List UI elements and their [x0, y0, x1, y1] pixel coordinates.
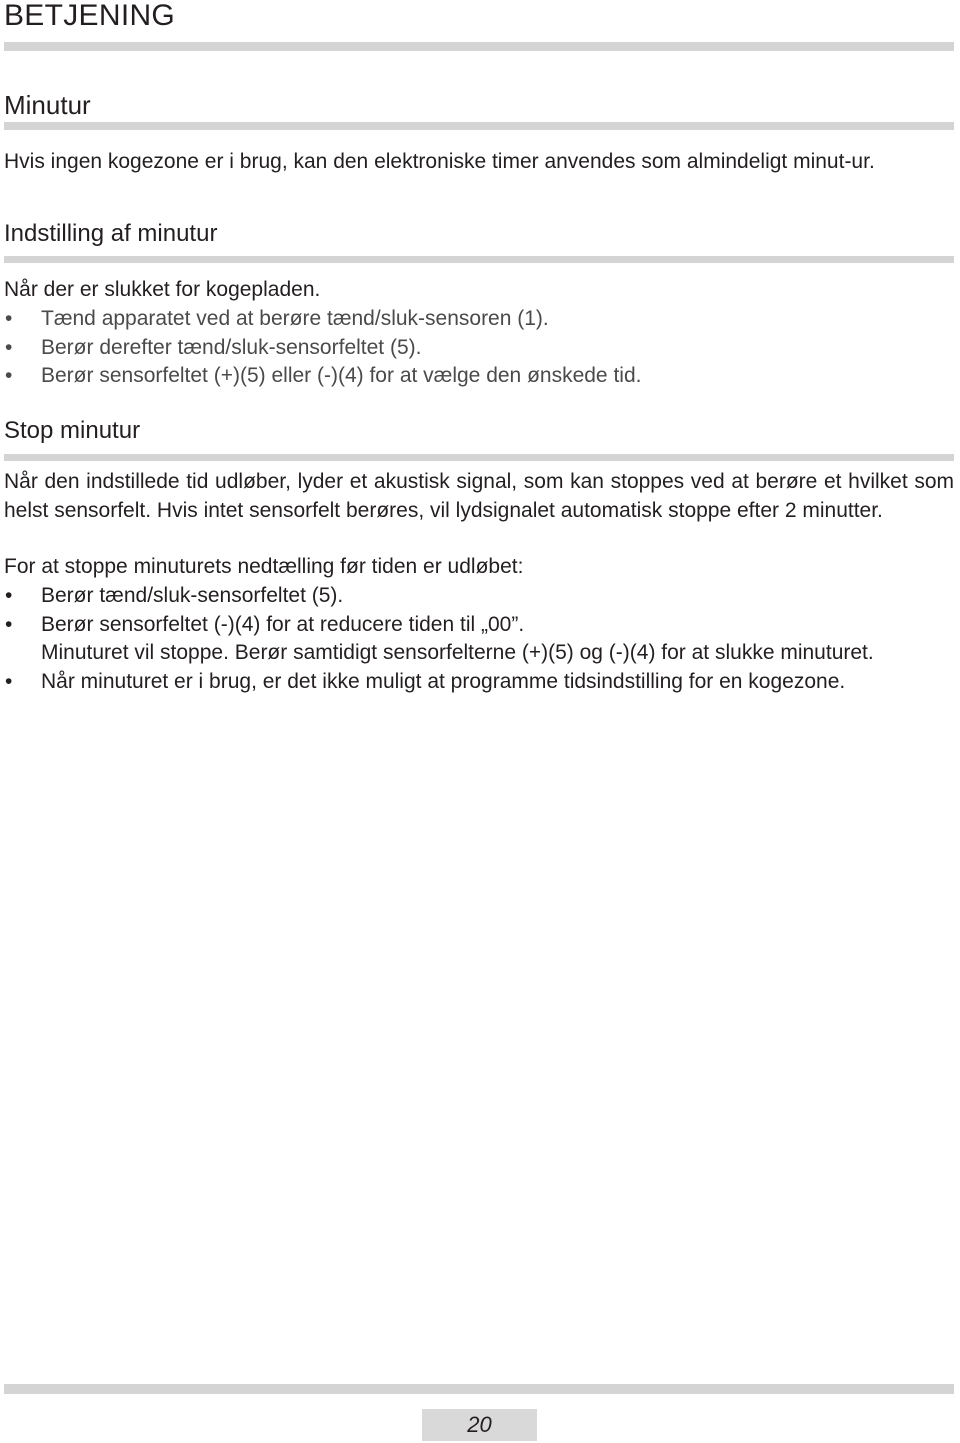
bullet-icon: •: [5, 307, 13, 330]
section-heading-minutur: Minutur: [4, 90, 91, 120]
subheading-setting: Indstilling af minutur: [4, 220, 218, 247]
list-item: • Berør sensorfeltet (-)(4) for at reducere tiden til „00”.: [4, 611, 956, 640]
list-item: • Når minuturet er i brug, er det ikke muligt at programme tidsindstilling for en kogezone.: [4, 668, 956, 697]
bullet-icon: •: [5, 669, 13, 693]
stop-paragraph: Når den indstillede tid udløber, lyder et akustisk signal, som kan stoppes ved at berøre et hvilket som helst sensorfelt. Hvis intet sensorfelt berøres, vil lydsignalet automatisk stoppe efter 2 minutter.: [4, 470, 954, 522]
subheading-stop: Stop minutur: [4, 417, 141, 444]
footer-divider: [4, 1384, 954, 1394]
bullet-icon: •: [5, 335, 13, 359]
intro-paragraph: Hvis ingen kogezone er i brug, kan den elektroniske timer anvendes som almindeligt minut-ur.: [4, 150, 875, 173]
page-number: 20: [422, 1409, 537, 1441]
bullet-icon: •: [5, 584, 13, 607]
setting-lead: Når der er slukket for kogepladen.: [4, 278, 321, 301]
stop-lead: For at stoppe minuturets nedtælling før tiden er udløbet:: [4, 555, 524, 578]
section-divider: [4, 122, 954, 130]
stop-steps-list: [4, 582, 956, 696]
list-item: Minuturet vil stoppe. Berør samtidigt sensorfelterne (+)(5) og (-)(4) for at slukke minuturet.: [41, 641, 874, 664]
bullet-icon: •: [5, 612, 13, 636]
list-item: • Berør sensorfeltet (+)(5) eller (-)(4) for at vælge den ønskede tid.: [4, 362, 956, 391]
title-divider: [4, 42, 954, 51]
page-title: BETJENING: [4, 0, 176, 32]
bullet-icon: •: [5, 364, 13, 387]
list-item: • Berør derefter tænd/sluk-sensorfeltet (5).: [4, 334, 956, 363]
subheading-divider: [4, 256, 954, 263]
setting-steps-list: [4, 305, 956, 391]
subheading-divider: [4, 454, 954, 461]
list-item: • Berør tænd/sluk-sensorfeltet (5).: [4, 582, 956, 611]
list-item: • Tænd apparatet ved at berøre tænd/sluk-sensoren (1).: [4, 305, 956, 334]
